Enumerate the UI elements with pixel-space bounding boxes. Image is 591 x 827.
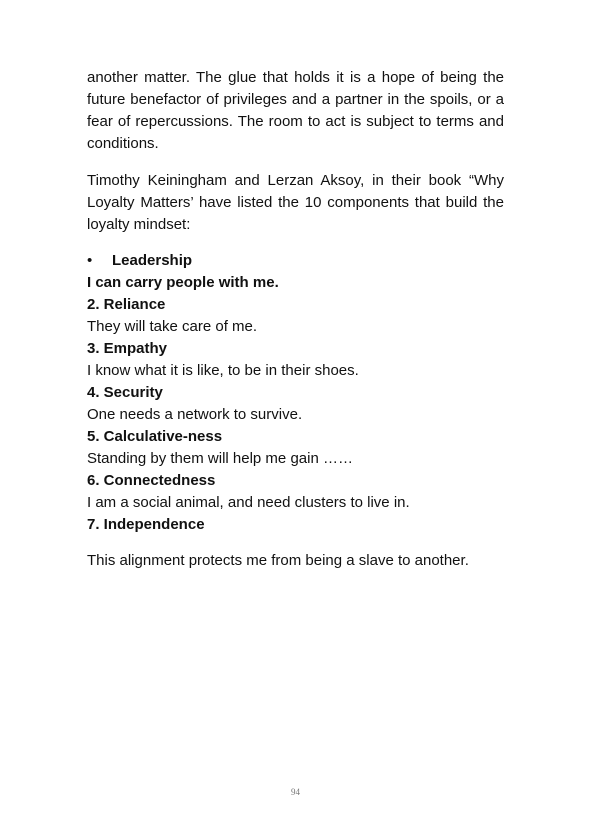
item-heading-3: 3. Empathy <box>87 340 168 357</box>
item-text-4: One needs a network to survive. <box>87 406 303 423</box>
document-body <box>87 67 504 572</box>
bullet-heading: Leadership <box>112 252 193 269</box>
item-text-2: They will take care of me. <box>87 318 258 335</box>
item-heading-5: 5. Calculative-ness <box>87 428 223 445</box>
item-heading-1: I can carry people with me. <box>87 274 279 291</box>
item-text-7: This alignment protects me from being a slave to another. <box>87 552 469 569</box>
page-number: 94 <box>291 787 300 797</box>
item-heading-4: 4. Security <box>87 384 163 401</box>
item-text-3: I know what it is like, to be in their shoes. <box>87 362 359 379</box>
book-paragraph: Timothy Keiningham and Lerzan Aksoy, in their book “Why Loyalty Matters’ have listed the 10 components that build the loyalty mindset: <box>87 172 504 233</box>
item-text-6: I am a social animal, and need clusters to live in. <box>87 494 410 511</box>
bullet-icon: • <box>87 252 93 269</box>
item-heading-2: 2. Reliance <box>87 296 166 313</box>
item-heading-6: 6. Connectedness <box>87 472 216 489</box>
item-heading-7: 7. Independence <box>87 516 205 533</box>
bullet-item-leadership <box>87 250 504 272</box>
intro-paragraph: another matter. The glue that holds it is a hope of being the future benefactor of privileges and a partner in the spoils, or a fear of repercussions. The room to act is subject to terms and conditions. <box>87 69 504 152</box>
item-text-5: Standing by them will help me gain …… <box>87 450 353 467</box>
